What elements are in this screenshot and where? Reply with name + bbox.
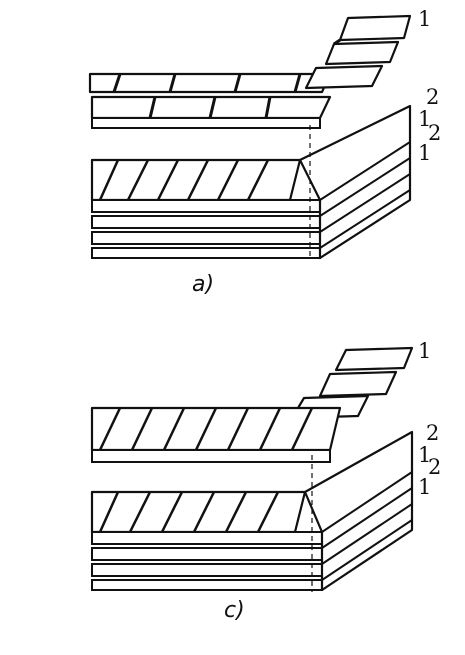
brick-side bbox=[92, 248, 320, 258]
label-r2: 1 bbox=[418, 443, 432, 467]
label-top: 1 bbox=[418, 339, 432, 363]
brick-side bbox=[92, 548, 322, 560]
brick-side bbox=[92, 532, 322, 544]
brick-side bbox=[92, 118, 320, 128]
brick bbox=[92, 160, 300, 200]
figure-a-top-course bbox=[306, 16, 410, 88]
figure-a-upper-course bbox=[90, 74, 330, 128]
brick-side bbox=[92, 216, 320, 228]
brick-side bbox=[92, 564, 322, 576]
brick-side bbox=[92, 232, 320, 244]
label-r1: 2 bbox=[426, 421, 440, 445]
caption-a: a) bbox=[192, 272, 215, 297]
caption-c: c) bbox=[224, 598, 245, 623]
brick bbox=[340, 16, 410, 40]
label-r3: 2 bbox=[428, 121, 442, 145]
brick bbox=[336, 348, 412, 370]
brick bbox=[320, 372, 396, 396]
label-r4: 1 bbox=[418, 141, 432, 165]
label-r1: 2 bbox=[426, 85, 440, 109]
figure-c-upper-course bbox=[92, 408, 340, 462]
figure-c bbox=[92, 339, 441, 623]
figure-a-lower-stack bbox=[92, 106, 410, 260]
brick-side bbox=[92, 450, 330, 462]
brick-side bbox=[92, 200, 320, 212]
brick bbox=[326, 42, 398, 64]
brick bbox=[92, 492, 305, 532]
figure-a bbox=[90, 7, 441, 297]
brick-side bbox=[92, 580, 322, 590]
label-r3: 2 bbox=[428, 455, 442, 479]
label-r4: 1 bbox=[418, 475, 432, 499]
label-r2: 1 bbox=[418, 107, 432, 131]
label-top: 1 bbox=[418, 7, 432, 31]
brick bbox=[90, 74, 330, 92]
brick bbox=[306, 66, 382, 88]
